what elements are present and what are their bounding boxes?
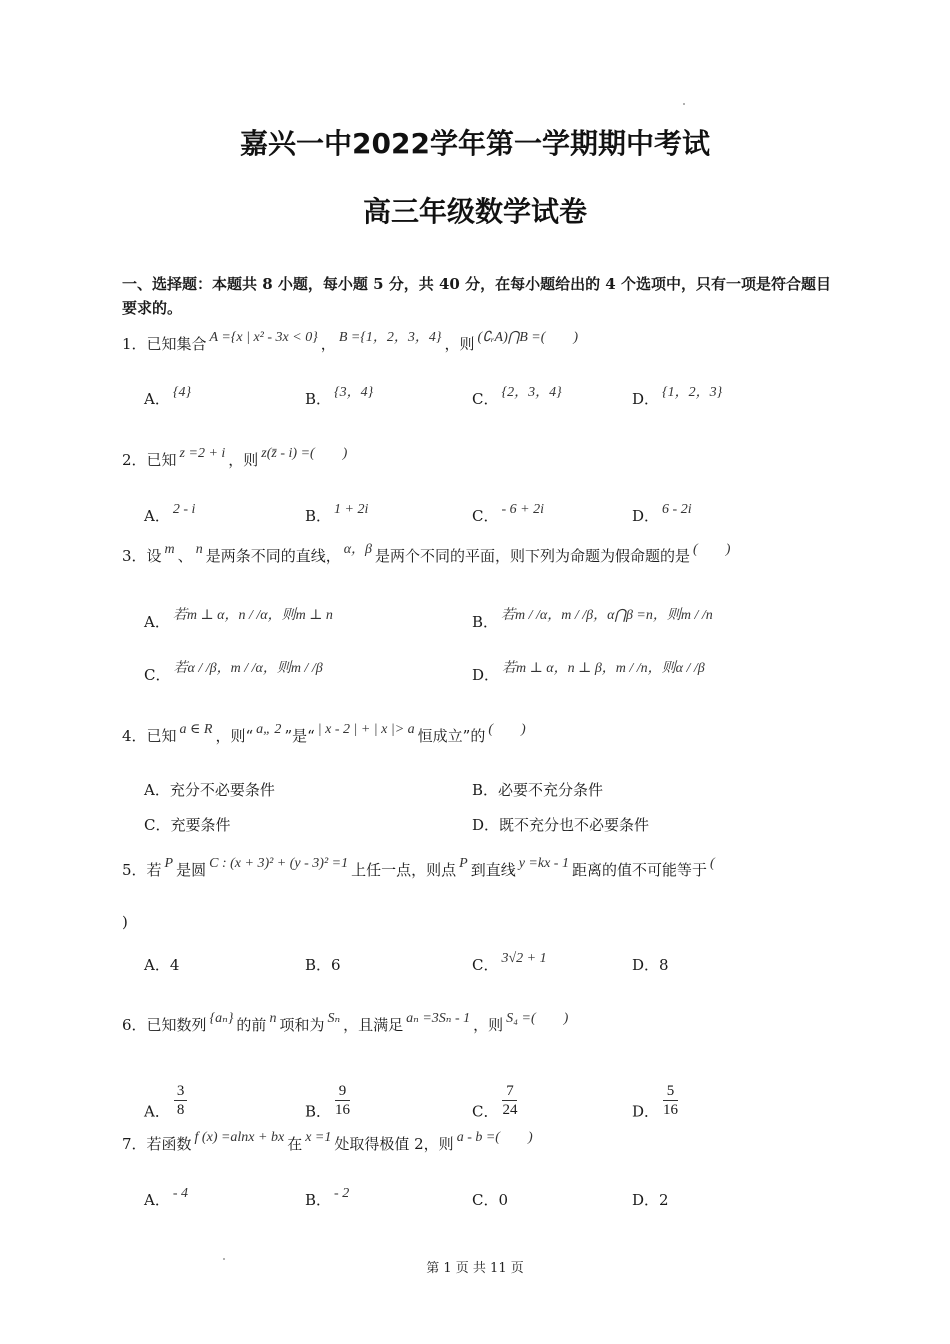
option-a: A． - 4 — [144, 1186, 189, 1209]
math-expr: aₙ =3Sₙ - 1 — [406, 1011, 471, 1026]
question-text: 处取得极值 2，则 — [334, 1135, 454, 1153]
option-d: D．既不充分也不必要条件 — [472, 816, 650, 834]
question-text: ，则 — [473, 1016, 504, 1034]
section-header: 一、选择题：本题共 8 小题，每小题 5 分，共 40 分，在每小题给出的 4 个选项中，只有一项是符合题目要求的。 — [122, 275, 831, 317]
math-expr: Sₙ — [327, 1011, 341, 1026]
fraction: $\frac{7}{24}$ — [502, 1083, 518, 1118]
option-a: A． {4} — [144, 385, 192, 408]
question-text: 、 — [177, 547, 193, 565]
question-text: ”是“ — [284, 727, 315, 745]
option-a: A． $\frac{3}{8}$ — [144, 1094, 187, 1131]
question-text: 是圆 — [176, 861, 207, 879]
question-number: 3．设 — [122, 547, 162, 565]
option-d: D． 6 - 2i — [632, 502, 692, 525]
math-expr: n — [195, 542, 203, 557]
math-expr: ( — [709, 856, 715, 871]
math-expr: y =kx - 1 — [518, 856, 569, 871]
question-text: 的前 — [236, 1016, 267, 1034]
option-c: C．充要条件 — [144, 816, 231, 834]
math-expr: a„ 2 — [256, 722, 282, 737]
question-2 — [122, 446, 350, 473]
option-c: C． - 6 + 2i — [472, 502, 544, 525]
exam-subtitle: 高三年级数学试卷 — [362, 195, 587, 228]
option-a: A． 若m ⊥ α，n / /α，则m ⊥ n — [144, 608, 333, 631]
question-text: ，则“ — [215, 727, 254, 745]
page-footer: 第 1 页 共 11 页 — [426, 1261, 524, 1276]
math-expr: ( ) — [488, 722, 526, 737]
speck-mark — [683, 103, 685, 105]
math-expr: {aₙ} — [209, 1011, 234, 1026]
option-b: B．必要不充分条件 — [472, 781, 604, 799]
question-text: 项和为 — [279, 1016, 325, 1034]
option-c: C．0 — [472, 1191, 509, 1209]
math-expr: n — [269, 1011, 277, 1026]
math-expr: S₄ =( ) — [506, 1011, 569, 1026]
option-c: C． $\frac{7}{24}$ — [472, 1083, 518, 1121]
question-text: 上任一点，则点 — [351, 861, 457, 879]
math-expr: z(z̄ - i) =( ) — [261, 446, 348, 461]
math-expr: (∁ᵣA)⋂B =( ) — [477, 330, 579, 345]
math-expr: a - b =( ) — [456, 1130, 533, 1145]
question-text: 是两个不同的平面，则下列为命题为假命题的是 — [375, 547, 691, 565]
question-1 — [122, 330, 581, 357]
option-c: C． {2，3，4} — [472, 385, 562, 408]
question-text: ， — [320, 335, 336, 353]
math-expr: z =2 + i — [179, 446, 226, 461]
option-d: D．2 — [632, 1191, 669, 1209]
question-text: 在 — [287, 1135, 303, 1153]
fraction: $\frac{3}{8}$ — [174, 1082, 188, 1119]
option-c: C． 若α / /β，m / /α，则m / /β — [144, 661, 323, 684]
option-d: D． {1，2，3} — [632, 385, 723, 408]
option-b: B． 1 + 2i — [305, 502, 369, 525]
question-number: 7．若函数 — [122, 1135, 192, 1153]
math-expr: A ={x | x² - 3x < 0} — [209, 330, 318, 345]
math-expr: | x - 2 | + | x |> a — [317, 722, 415, 737]
question-5-tail: ) — [122, 913, 128, 931]
question-number: 6．已知数列 — [122, 1016, 207, 1034]
math-expr: C : (x + 3)² + (y - 3)² =1 — [209, 856, 349, 871]
question-number: 2．已知 — [122, 451, 177, 469]
question-number: 4．已知 — [122, 727, 177, 745]
math-expr: m — [164, 542, 175, 557]
question-number: 5．若 — [122, 861, 162, 879]
option-b: B． - 2 — [305, 1186, 350, 1209]
question-text: 距离的值不可能等于 — [571, 861, 707, 879]
question-6 — [122, 1011, 571, 1038]
question-text: 到直线 — [470, 861, 516, 879]
option-b: B． 若m / /α，m / /β，α⋂β =n，则m / /n — [472, 608, 713, 631]
question-number: 1．已知集合 — [122, 335, 207, 353]
fraction: $\frac{5}{16}$ — [663, 1083, 679, 1118]
question-text: ，则 — [228, 451, 259, 469]
math-expr: a ∈ R — [179, 722, 213, 737]
option-d: D． $\frac{5}{16}$ — [632, 1083, 679, 1121]
question-7 — [122, 1130, 536, 1157]
option-c: C． 3√2 + 1 — [472, 951, 547, 974]
option-a: A．4 — [144, 956, 180, 974]
question-text: 恒成立”的 — [417, 727, 486, 745]
question-text: ，则 — [444, 335, 475, 353]
option-a: A． 2 - i — [144, 502, 196, 525]
fraction: $\frac{9}{16}$ — [335, 1083, 351, 1118]
math-expr: f (x) =alnx + bx — [194, 1130, 285, 1145]
math-expr: α，β — [343, 542, 373, 557]
option-b: B．6 — [305, 956, 341, 974]
exam-title: 嘉兴一中2022学年第一学期期中考试 — [240, 127, 710, 160]
math-expr: ( ) — [693, 542, 731, 557]
question-text: ，且满足 — [343, 1016, 404, 1034]
question-5 — [122, 856, 718, 883]
math-expr: P — [459, 856, 468, 871]
question-4 — [122, 722, 529, 749]
option-b: B． {3，4} — [305, 385, 374, 408]
option-b: B． $\frac{9}{16}$ — [305, 1083, 351, 1121]
option-a: A．充分不必要条件 — [144, 781, 275, 799]
question-3 — [122, 542, 733, 569]
math-expr: P — [164, 856, 174, 871]
option-d: D．8 — [632, 956, 669, 974]
math-expr: B ={1，2，3，4} — [338, 330, 442, 345]
option-d: D． 若m ⊥ α，n ⊥ β，m / /n，则α / /β — [472, 661, 705, 684]
math-expr: x =1 — [305, 1130, 332, 1145]
question-text: 是两条不同的直线， — [205, 547, 341, 565]
